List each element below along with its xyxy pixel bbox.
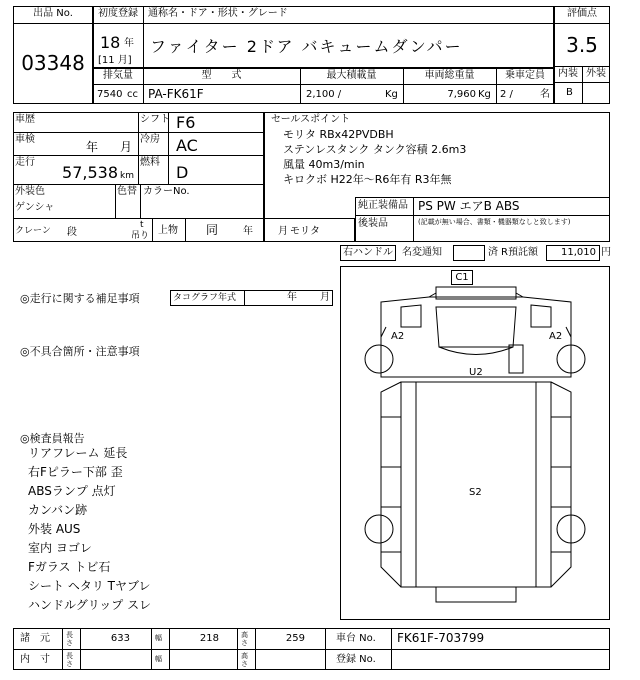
score-label: 評価点: [567, 8, 597, 19]
crane-stage: 段: [67, 227, 77, 238]
inspector-line-7: Fガラス トビ石: [28, 560, 111, 574]
interior-label: 内装: [558, 68, 578, 79]
mark-a2-right: A2: [549, 331, 563, 342]
width-value: 218: [199, 633, 219, 644]
crane-label: クレーン: [15, 226, 51, 236]
first-reg-month: [11 月]: [98, 55, 132, 66]
sales-line-1: モリタ RBx42PVDBH: [283, 128, 394, 141]
inner-width-label: 幅: [155, 655, 162, 663]
load-label: 最大積載量: [326, 70, 377, 81]
shift-label: シフト: [140, 114, 170, 125]
first-reg-year: 18: [100, 33, 121, 52]
length-value: 633: [110, 633, 130, 644]
mark-c1: C1: [455, 272, 469, 283]
ac-value: AC: [176, 136, 198, 155]
deposit-value: 11,010: [561, 247, 596, 258]
name-change-label: 名変通知: [402, 247, 442, 258]
color-value: ゲンシャ: [15, 202, 55, 213]
first-reg-year-unit: 年: [124, 38, 134, 49]
truck-outline: [341, 267, 609, 619]
model-label: 型 式: [201, 70, 242, 81]
reg-label: 登録 No.: [336, 654, 376, 665]
load-value: 2,100 /: [306, 89, 342, 100]
score-value: 3.5: [566, 33, 598, 57]
genuine-label: 純正装備品: [358, 200, 408, 211]
capacity-label: 乗車定員: [505, 70, 545, 81]
first-reg-label: 初度登録: [98, 8, 138, 19]
gross-value: 7,960: [447, 89, 476, 100]
displacement-unit: cc: [127, 89, 138, 100]
gross-label: 車両総重量: [424, 70, 475, 81]
shift-value: F6: [176, 113, 196, 132]
inspection-year: 年: [86, 140, 99, 154]
width-label: 幅: [155, 634, 162, 642]
sales-points-label: セールスポイント: [271, 114, 351, 125]
mark-a2-left: A2: [391, 331, 405, 342]
displacement-value: 7540: [97, 89, 123, 100]
history-label: 車歴: [15, 114, 35, 125]
capacity-unit: 名: [540, 89, 550, 100]
fuel-value: D: [176, 163, 189, 182]
color-swatch-label: 色替: [117, 186, 137, 197]
inspection-month: 月: [120, 140, 133, 154]
height-value: 259: [285, 633, 305, 644]
height-label: 高さ: [241, 631, 248, 647]
color-no-label: カラーNo.: [143, 186, 190, 197]
length-label: 長さ: [66, 631, 73, 647]
name-change-box: [453, 245, 485, 261]
tacho-year: 年: [287, 292, 297, 303]
defects-label: ◎不具合箇所・注意事項: [20, 345, 140, 358]
tacho-label: タコグラフ年式: [173, 293, 237, 303]
body-year: 年: [243, 226, 253, 237]
inspector-line-8: シート ヘタリ Tヤブレ: [28, 579, 151, 593]
inspector-line-5: 外装 AUS: [28, 522, 81, 536]
inspector-label: ◎検査員報告: [20, 432, 85, 445]
change-label: 済: [488, 247, 498, 258]
mileage-label: 走行: [15, 157, 35, 168]
inspector-line-2: 右Fピラー下部 歪: [28, 465, 123, 479]
body-same: 同: [206, 223, 219, 237]
inner-height-label: 高さ: [241, 652, 248, 668]
mark-s2: S2: [469, 487, 482, 498]
crane-lift: 吊り: [131, 231, 150, 241]
tacho-month: 月: [320, 292, 330, 303]
inspector-line-9: ハンドルグリップ スレ: [28, 598, 152, 612]
chassis-label: 車台 No.: [336, 633, 376, 644]
gross-unit: Kg: [478, 89, 491, 100]
body-month: 月: [278, 226, 288, 237]
aftermarket-label: 後装品: [358, 218, 388, 229]
handle-value: 右ハンドル: [343, 247, 393, 258]
crane-ton: t: [140, 220, 144, 230]
vehicle-title: ファイター 2ドア バキュームダンパー: [150, 37, 463, 56]
body-label: 上物: [158, 225, 178, 236]
ac-label: 冷房: [140, 134, 160, 145]
model-value: PA-FK61F: [148, 87, 204, 101]
fuel-label: 燃料: [140, 157, 160, 168]
sales-line-4: キロクボ H22年～R6年有 R3年無: [283, 173, 452, 186]
sales-line-3: 風量 40m3/min: [283, 158, 365, 171]
sales-line-2: ステンレスタンク タンク容積 2.6m3: [283, 143, 467, 156]
title-label: 通称名・ドア・形状・グレード: [148, 8, 288, 19]
deposit-label: R預託額: [501, 247, 538, 258]
body-maker: モリタ: [290, 226, 320, 237]
load-unit: Kg: [385, 89, 398, 100]
lot-number: 03348: [21, 51, 85, 75]
mileage-value: 57,538: [62, 163, 118, 182]
interior-grade: B: [566, 87, 573, 98]
exterior-label: 外装: [586, 68, 606, 79]
driving-notes-label: ◎走行に関する補足事項: [20, 292, 140, 305]
deposit-unit: 円: [601, 247, 611, 258]
inspector-line-1: リアフレーム 延長: [28, 446, 128, 460]
lot-label: 出品 No.: [33, 8, 73, 19]
genuine-value: PS PW エアB ABS: [418, 199, 520, 213]
mark-u2: U2: [469, 367, 483, 378]
chassis-value: FK61F-703799: [397, 631, 485, 645]
inspector-line-3: ABSランプ 点灯: [28, 484, 116, 498]
truck-diagram: [340, 266, 610, 620]
inspector-line-6: 室内 ヨゴレ: [28, 541, 92, 555]
dims-label: 諸 元: [20, 633, 50, 644]
color-label: 外装色: [15, 186, 45, 197]
inspector-line-4: カンバン跡: [28, 503, 88, 517]
inner-length-label: 長さ: [66, 652, 73, 668]
displacement-label: 排気量: [103, 70, 133, 81]
inner-label: 内 寸: [20, 654, 50, 665]
capacity-value: 2 /: [500, 89, 513, 100]
aftermarket-note: (記載が無い場合、書類・機器類なしと致します): [418, 218, 571, 226]
mileage-unit: km: [120, 171, 134, 181]
inspection-label: 車検: [15, 134, 35, 145]
